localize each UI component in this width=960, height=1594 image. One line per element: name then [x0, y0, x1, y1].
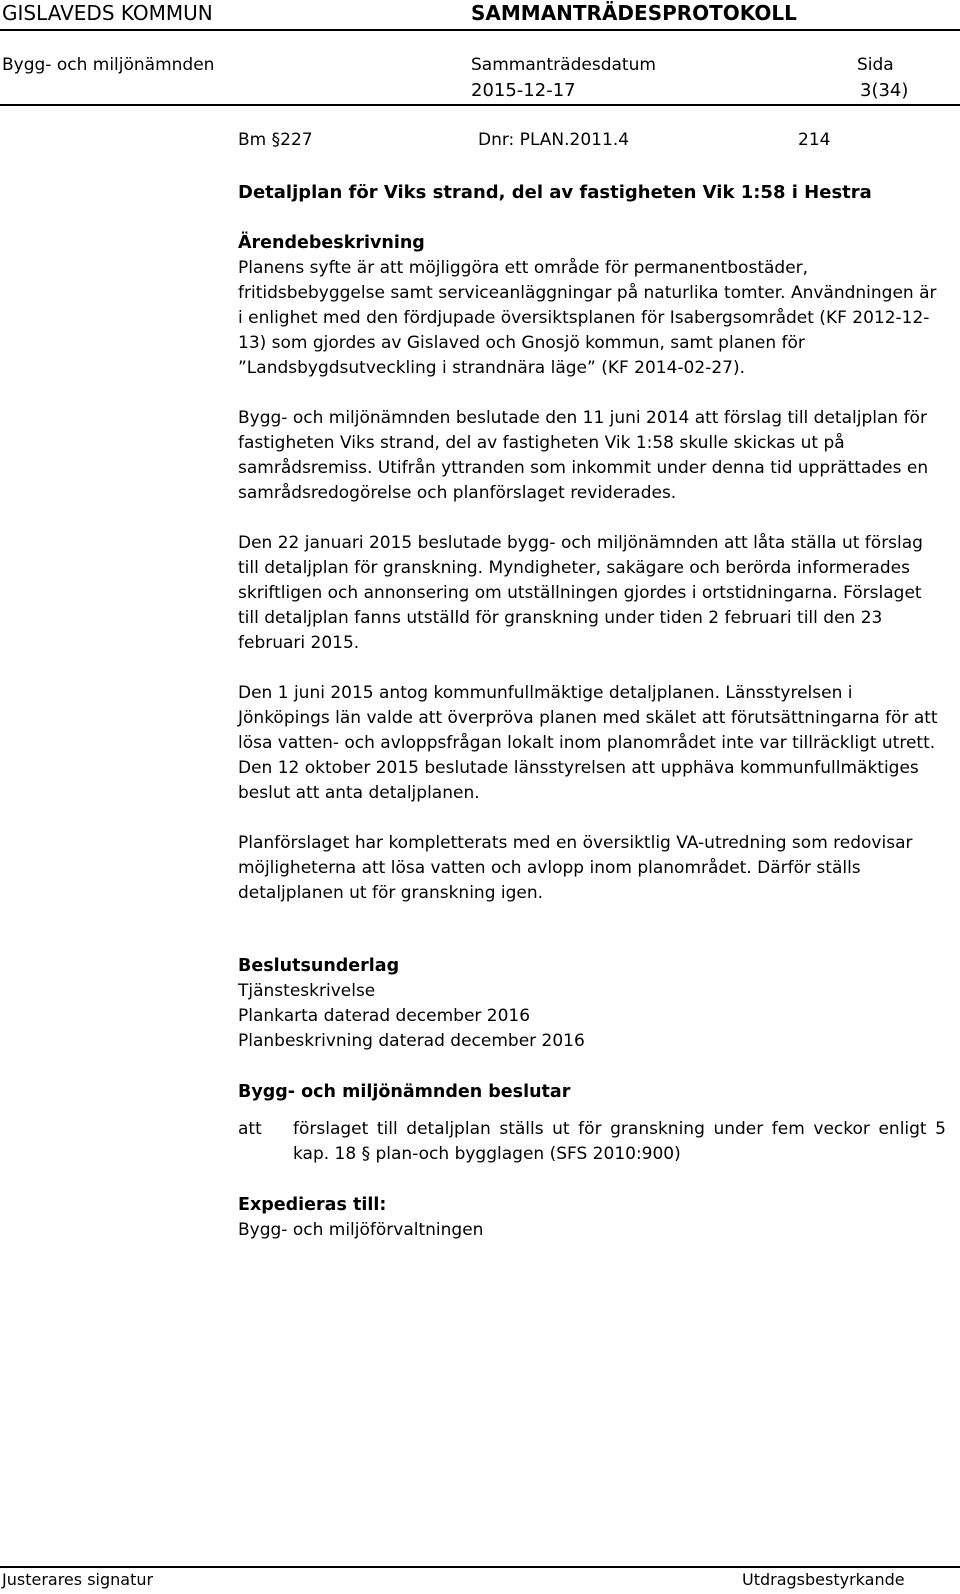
description-paragraph-2: Bygg- och miljönämnden beslutade den 11 juni 2014 att förslag till detaljplan för fastigheten Viks strand, del av fastigheten Vik 1:58 skulle skickas ut på samrådsremiss. Utifrån yttranden som inkommit under denna tid upprättades en samrådsredogörelse och planförslaget reviderades. [238, 408, 929, 503]
dispatch-recipient: Bygg- och miljöförvaltningen [238, 1220, 484, 1240]
description-paragraph-1: Planens syfte är att möjliggöra ett område för permanentbostäder, fritidsbebyggelse samt serviceanläggningar på naturlika tomter. Användningen är i enlighet med den fördjupade översiktsplanen för Isabergsområdet (KF 2012-12-13) som gjordes av Gislaved och Gnosjö kommun, samt planen för ”Landsbygdsutveckling i strandnära läge” (KF 2014-02-27). [238, 258, 937, 378]
header-bottom-rule [0, 104, 960, 106]
case-title: Detaljplan för Viks strand, del av fastigheten Vik 1:58 i Hestra [238, 182, 872, 203]
decision-text: förslaget till detaljplan ställs ut för granskning under fem veckor enligt 5 kap. 18 § plan-och bygglagen (SFS 2010:900) [293, 1119, 946, 1164]
org-name: GISLAVEDS KOMMUN [2, 1, 213, 25]
footer-certification-label: Utdragsbestyrkande [742, 1570, 905, 1589]
doc-type: SAMMANTRÄDESPROTOKOLL [471, 1, 797, 25]
description-paragraph-4: Den 1 juni 2015 antog kommunfullmäktige detaljplanen. Länsstyrelsen i Jönköpings län valde att överpröva planen med skälet att förutsättningarna för att lösa vatten- och avloppsfrågan lokalt inom planområdet inte var tillräckligt utrett. Den 12 oktober 2015 beslutade länsstyrelsen att upphäva kommunfullmäktiges beslut att anta detaljplanen. [238, 683, 938, 803]
header-divider [0, 29, 960, 31]
date-label: Sammanträdesdatum [471, 55, 656, 75]
description-paragraph-5: Planförslaget har kompletterats med en översiktlig VA-utredning som redovisar möjligheterna att lösa vatten och avlopp inom planområdet. Därför ställs detaljplanen ut för granskning igen. [238, 833, 913, 903]
description-paragraph-3: Den 22 januari 2015 beslutade bygg- och miljönämnden att låta ställa ut förslag till detaljplan för granskning. Myndigheter, sakägare och berörda informerades skriftligen och annonsering om utställningen gjordes i ortstidningarna. Förslaget till detaljplan fanns utställd för granskning under tiden 2 februari till den 23 februari 2015. [238, 533, 923, 653]
dispatch-heading: Expedieras till: [238, 1195, 387, 1215]
basis-item: Plankarta daterad december 2016 [238, 1006, 531, 1026]
decision-heading: Bygg- och miljönämnden beslutar [238, 1082, 571, 1102]
page-number: 3(34) [860, 80, 909, 101]
basis-item: Tjänsteskrivelse [238, 981, 376, 1001]
footer-signature-label: Justerares signatur [2, 1570, 154, 1589]
footer-rule [0, 1566, 960, 1568]
basis-heading: Beslutsunderlag [238, 956, 400, 976]
paragraph-number: Bm §227 [238, 129, 313, 150]
case-meta [238, 126, 946, 154]
decision-clause [238, 1117, 946, 1167]
decision-label: att [238, 1119, 262, 1139]
committee-name: Bygg- och miljönämnden [2, 55, 215, 75]
page-label: Sida [857, 55, 894, 75]
case-number: 214 [798, 129, 831, 150]
dnr: Dnr: PLAN.2011.4 [478, 129, 630, 150]
basis-item: Planbeskrivning daterad december 2016 [238, 1031, 585, 1051]
meeting-date: 2015-12-17 [471, 80, 576, 101]
document-body [238, 126, 946, 1243]
description-heading: Ärendebeskrivning [238, 233, 425, 253]
